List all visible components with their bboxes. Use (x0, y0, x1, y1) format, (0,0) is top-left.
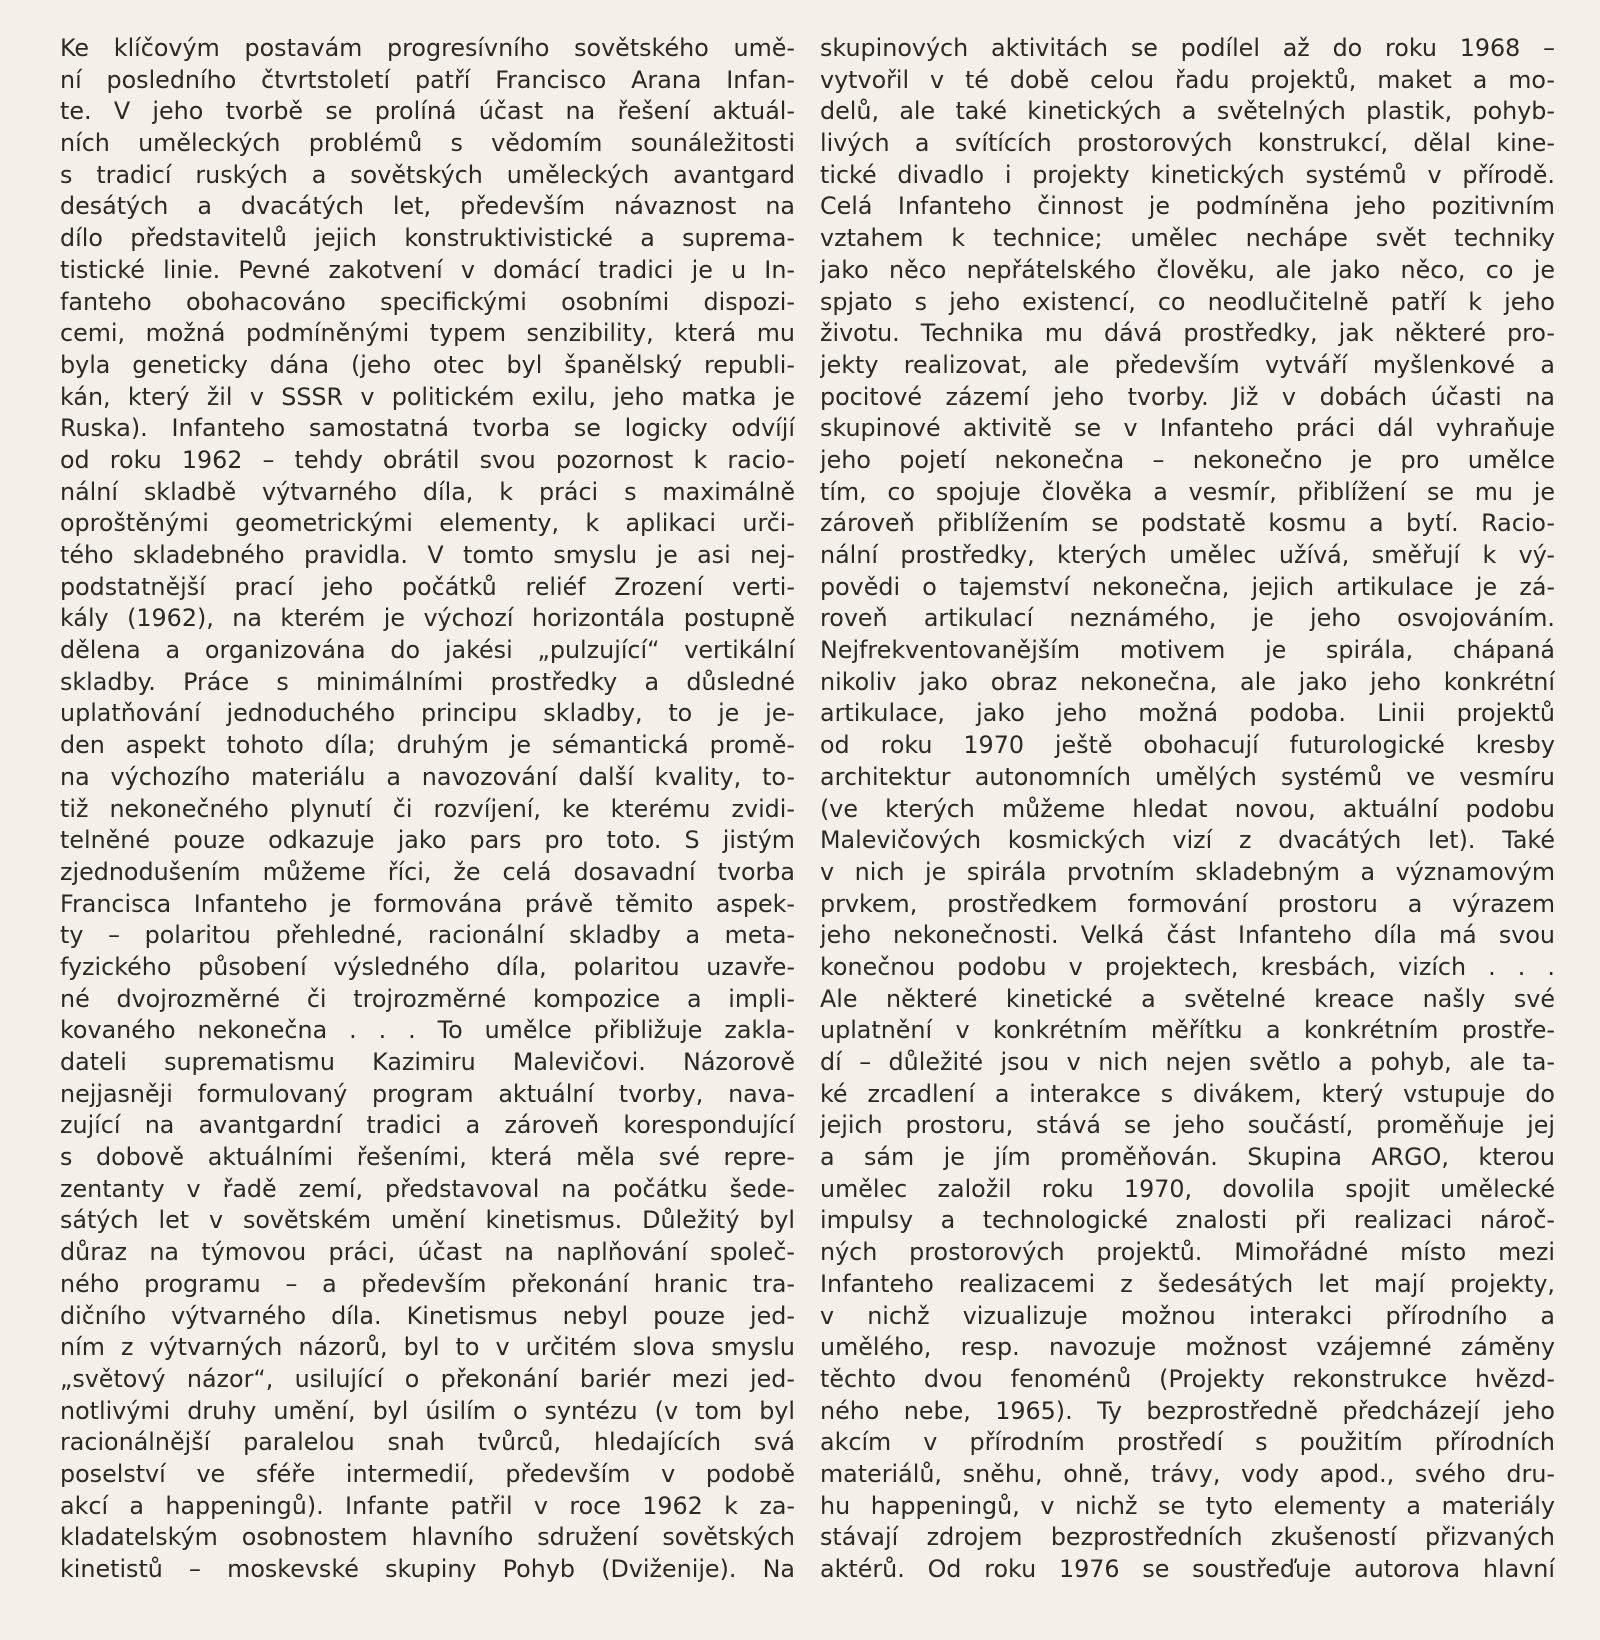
text-line: prvkem, prostředkem formování prostoru a výrazem (820, 889, 1555, 918)
text-line: v nichž vizualizuje možnou interakci přírodního a (820, 1301, 1555, 1330)
text-line: telněné pouze odkazuje jako pars pro toto. S jistým (60, 826, 795, 855)
text-line: artikulace, jako jeho možná podoba. Linii projektů (820, 699, 1555, 728)
text-line: poselství ve sféře intermedií, především v podobě (60, 1459, 795, 1488)
text-line: podstatnější prací jeho počátků reliéf Zrození verti- (60, 572, 795, 601)
text-line: kladatelským osobnostem hlavního sdružení sovětských (60, 1523, 795, 1552)
text-line: dateli suprematismu Kazimiru Malevičovi. Názorově (60, 1048, 795, 1076)
text-line: ké zrcadlení a interakce s divákem, který vstupuje do (820, 1079, 1555, 1108)
text-line: cemi, možná podmíněnými typem senzibility, která mu (60, 319, 795, 348)
text-line: né dvojrozměrné či trojrozměrné kompozice a impli- (60, 984, 795, 1013)
text-line: spjato s jeho existencí, co neodlučitelně patří k jeho (820, 287, 1555, 316)
text-line: delů, ale také kinetických a světelných plastik, pohyb- (820, 97, 1555, 126)
text-line: umělého, resp. navozuje možnost vzájemné záměny (820, 1333, 1555, 1362)
text-line: materiálů, sněhu, ohně, trávy, vody apod., svého dru- (820, 1459, 1555, 1488)
text-line: tiž nekonečného plynutí či rozvíjení, ke kterému zvidi- (60, 794, 795, 823)
text-line: nální skladbě výtvarného díla, k práci s maximálně (60, 477, 795, 506)
text-line: skupinové aktivitě se v Infanteho práci dál vyhraňuje (820, 414, 1555, 443)
text-line: fyzického působení výsledného díla, polaritou uzavře- (60, 952, 795, 981)
text-line: fanteho obohacováno specifickými osobními dispozi- (60, 287, 795, 316)
text-line: akcím v přírodním prostředí s použitím přírodních (820, 1428, 1555, 1457)
text-line: skladby. Práce s minimálními prostředky a důsledné (60, 667, 795, 696)
text-line: jeho nekonečnosti. Velká část Infanteho díla má svou (820, 921, 1555, 950)
text-line: Nejfrekventovanějším motivem je spirála, chápaná (820, 636, 1555, 665)
text-line: jekty realizovat, ale především vytváří myšlenkové a (820, 350, 1555, 379)
text-line: notlivými druhy umění, byl úsilím o syntézu (v tom byl (60, 1396, 795, 1425)
text-line: nikoliv jako obraz nekonečna, ale jako jeho konkrétní (820, 667, 1555, 696)
text-line: uplatňování jednoduchého principu skladby, to je je- (60, 699, 795, 728)
text-line: důraz na týmovou práci, účast na naplňování společ- (60, 1238, 795, 1267)
text-line: umělec založil roku 1970, dovolila spojit umělecké (820, 1174, 1555, 1203)
text-line: dílo představitelů jejich konstruktivistické a suprema- (60, 224, 795, 253)
text-line: „světový názor“, usilující o překonání bariér mezi jed- (60, 1364, 795, 1393)
text-line: nejjasněji formulovaný program aktuální tvorby, nava- (60, 1079, 795, 1108)
text-line: impulsy a technologické znalosti při realizaci nároč- (820, 1206, 1555, 1235)
text-line: livých a svítících prostorových konstrukcí, dělal kine- (820, 129, 1555, 158)
text-line: životu. Technika mu dává prostředky, jak některé pro- (820, 319, 1555, 348)
text-line: ní posledního čtvrtstoletí patří Francisco Arana Infan- (60, 65, 795, 94)
text-line: (ve kterých můžeme hledat novou, aktuální podobu (820, 794, 1555, 823)
text-column-left (60, 33, 795, 1586)
text-line: kinetistů – moskevské skupiny Pohyb (Dviženije). Na (60, 1555, 795, 1583)
text-line: skupinových aktivitách se podílel až do roku 1968 – (820, 34, 1555, 62)
text-line: sátých let v sovětském umění kinetismus. Důležitý byl (60, 1206, 795, 1235)
text-line: zující na avantgardní tradici a zároveň korespondující (60, 1111, 795, 1140)
text-line: ného programu – a především překonání hranic tra- (60, 1269, 795, 1298)
text-line: dělena a organizována do jakési „pulzující“ vertikální (60, 636, 795, 665)
text-line: nální prostředky, kterých umělec užívá, směřují k vý- (820, 541, 1555, 569)
text-line: od roku 1962 – tehdy obrátil svou pozornost k racio- (60, 445, 795, 474)
text-line: kály (1962), na kterém je výchozí horizontála postupně (60, 604, 795, 633)
text-line: pocitové zázemí jeho tvorby. Již v dobách účasti na (820, 382, 1555, 411)
text-line: s dobově aktuálními řešeními, která měla své repre- (60, 1143, 795, 1172)
text-line: vytvořil v té době celou řadu projektů, maket a mo- (820, 65, 1555, 94)
text-line: v nich je spirála prvotním skladebným a významovým (820, 857, 1555, 886)
text-line: zjednodušením můžeme říci, že celá dosavadní tvorba (60, 857, 795, 886)
text-line: racionálnější paralelou snah tvůrců, hledajících svá (60, 1428, 795, 1457)
text-line: ním z výtvarných názorů, byl to v určitém slova smyslu (60, 1333, 795, 1362)
text-line: Ruska). Infanteho samostatná tvorba se logicky odvíjí (60, 414, 795, 443)
text-line: od roku 1970 ještě obohacují futurologické kresby (820, 731, 1555, 760)
text-line: vztahem k technice; umělec nechápe svět techniky (820, 224, 1555, 253)
text-line: ních uměleckých problémů s vědomím sounáležitosti (60, 129, 795, 158)
text-line: kán, který žil v SSSR v politickém exilu, jeho matka je (60, 382, 795, 411)
text-line: a sám je jím proměňován. Skupina ARGO, kterou (820, 1143, 1555, 1172)
text-line: byla geneticky dána (jeho otec byl španělský republi- (60, 350, 795, 379)
text-line: architektur autonomních umělých systémů ve vesmíru (820, 762, 1555, 791)
text-line: kovaného nekonečna . . . To umělce přibližuje zakla- (60, 1016, 795, 1045)
text-line: ných prostorových projektů. Mimořádné místo mezi (820, 1238, 1555, 1267)
text-line: jako něco nepřátelského člověku, ale jako něco, co je (820, 255, 1555, 284)
text-line: Ale některé kinetické a světelné kreace našly své (820, 984, 1555, 1013)
text-line: Infanteho realizacemi z šedesátých let mají projekty, (820, 1269, 1555, 1298)
text-line: Malevičových kosmických vizí z dvacátých let). Také (820, 826, 1555, 855)
text-line: s tradicí ruských a sovětských uměleckých avantgard (60, 160, 795, 189)
text-line: tého skladebného pravidla. V tomto smyslu je asi nej- (60, 541, 795, 569)
text-line: na výchozího materiálu a navozování další kvality, to- (60, 762, 795, 791)
text-line: den aspekt tohoto díla; druhým je sémantická promě- (60, 731, 795, 760)
text-line: povědi o tajemství nekonečna, jejich artikulace je zá- (820, 572, 1555, 601)
text-line: ty – polaritou přehledné, racionální skladby a meta- (60, 921, 795, 950)
text-line: těchto dvou fenoménů (Projekty rekonstrukce hvězd- (820, 1364, 1555, 1393)
text-line: Francisca Infanteho je formována právě těmito aspek- (60, 889, 795, 918)
text-line: konečnou podobu v projektech, kresbách, vizích . . . (820, 952, 1555, 981)
text-line: tím, co spojuje člověka a vesmír, přiblížení se mu je (820, 477, 1555, 506)
text-line: jeho pojetí nekonečna – nekonečno je pro umělce (820, 445, 1555, 474)
text-line: ného nebe, 1965). Ty bezprostředně předcházejí jeho (820, 1396, 1555, 1425)
text-line: aktérů. Od roku 1976 se soustřeďuje autorova hlavní (820, 1555, 1555, 1583)
text-line: dí – důležité jsou v nich nejen světlo a pohyb, ale ta- (820, 1048, 1555, 1076)
text-line: te. V jeho tvorbě se prolíná účast na řešení aktuál- (60, 97, 795, 126)
text-line: zentanty v řadě zemí, představoval na počátku šede- (60, 1174, 795, 1203)
text-line: tistické linie. Pevné zakotvení v domácí tradici je u In- (60, 255, 795, 284)
text-line: hu happeningů, v nichž se tyto elementy a materiály (820, 1491, 1555, 1520)
text-line: roveň artikulací neznámého, je jeho osvojováním. (820, 604, 1555, 633)
text-line: jejich prostoru, stává se jeho součástí, proměňuje jej (820, 1111, 1555, 1140)
text-line: tické divadlo i projekty kinetických systémů v přírodě. (820, 160, 1555, 189)
text-line: dičního výtvarného díla. Kinetismus nebyl pouze jed- (60, 1301, 795, 1330)
text-line: akcí a happeningů). Infante patřil v roce 1962 k za- (60, 1491, 795, 1520)
text-line: Celá Infanteho činnost je podmíněna jeho pozitivním (820, 192, 1555, 221)
text-line: desátých a dvacátých let, především návaznost na (60, 192, 795, 221)
text-line: Ke klíčovým postavám progresívního sovětského umě- (60, 34, 795, 62)
text-line: zároveň přiblížením se podstatě kosmu a bytí. Racio- (820, 509, 1555, 538)
text-line: stávají zdrojem bezprostředních zkušeností přizvaných (820, 1523, 1555, 1552)
text-line: uplatnění v konkrétním měřítku a konkrétním prostře- (820, 1016, 1555, 1045)
text-column-right (820, 33, 1555, 1586)
text-line: oproštěnými geometrickými elementy, k aplikaci urči- (60, 509, 795, 538)
